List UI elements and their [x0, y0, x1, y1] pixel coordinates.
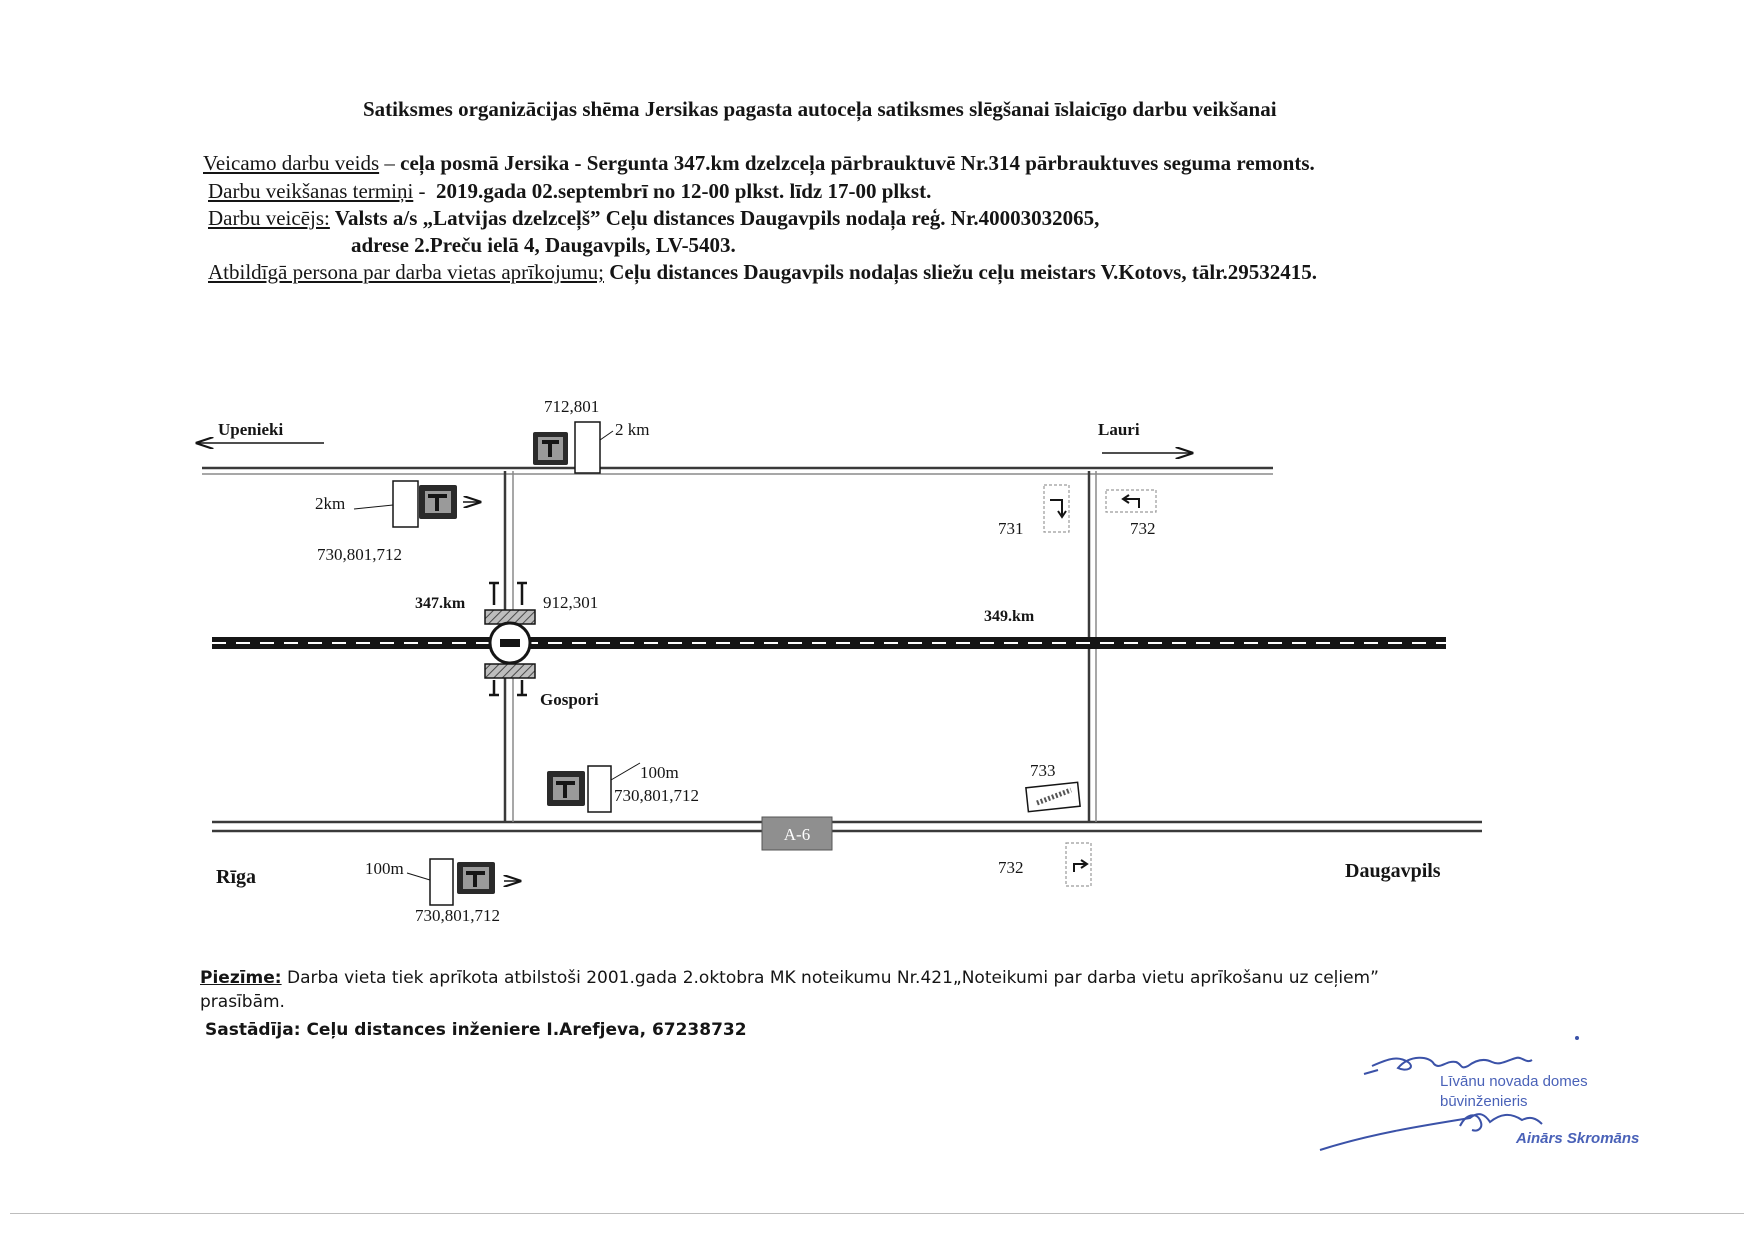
- sign-codes-south-left: 730,801,712: [415, 906, 500, 925]
- km-347: 347.km: [415, 595, 466, 612]
- stamp-name: Ainārs Skromāns: [1516, 1130, 1640, 1147]
- post-icon: [517, 680, 527, 695]
- sign-group-south-mid: [547, 763, 699, 812]
- sign-label-732-top: 732: [1130, 519, 1156, 538]
- distance-plate: [393, 481, 418, 527]
- road-number-label: A-6: [783, 825, 811, 844]
- post-icon: [517, 583, 527, 605]
- post-icon: [489, 680, 499, 695]
- sign-codes-north-left: 730,801,712: [317, 545, 402, 564]
- stamp-line-2: būvinženieris: [1440, 1093, 1528, 1110]
- sign-group-north-top: [533, 397, 649, 473]
- place-daugavpils: Daugavpils: [1345, 860, 1441, 882]
- terms-sep: -: [413, 179, 437, 203]
- signature-icon: [1310, 1030, 1670, 1190]
- terms-value: 2019.gada 02.septembrī no 12-00 plkst. līdz 17-00 plkst.: [436, 179, 932, 203]
- sign-group-south-left: [365, 859, 520, 925]
- work-type-value: ceļa posmā Jersika - Sergunta 347.km dzelzceļa pārbrauktuvē Nr.314 pārbrauktuves seguma remonts.: [400, 151, 1315, 175]
- distance-plate: [575, 422, 600, 473]
- sign-732-bottom: [998, 843, 1091, 886]
- sign-label-731: 731: [998, 519, 1024, 538]
- note-line: [200, 968, 1379, 988]
- distance-plate: [430, 859, 453, 905]
- note-label: Piezīme:: [200, 968, 282, 988]
- distance-plate: [588, 766, 611, 812]
- sign-dist-north-left: 2km: [315, 494, 346, 513]
- barrier-south: [485, 664, 535, 678]
- sign-dist-south-mid: 100m: [640, 763, 679, 782]
- work-type-sep: –: [379, 151, 401, 175]
- post-icon: [489, 583, 499, 605]
- sign-codes-south-mid: 730,801,712: [614, 786, 699, 805]
- compiled-by: Sastādīja: Ceļu distances inženiere I.Arefjeva, 67238732: [205, 1020, 747, 1040]
- road-north: [202, 468, 1273, 474]
- work-type-label: Veicamo darbu veids: [203, 151, 380, 175]
- sign-732-top: [1106, 490, 1156, 538]
- km-349: 349.km: [984, 608, 1035, 625]
- note-text: Darba vieta tiek aprīkota atbilstoši 2001.gada 2.oktobra MK noteikumu Nr.421„Noteikumi par darba vietu aprīkošanu uz ceļiem”: [281, 968, 1379, 988]
- terms-label: Darbu veikšanas termiņi: [208, 179, 414, 203]
- sign-label-733: 733: [1030, 761, 1056, 780]
- scan-edge-line: [10, 1213, 1744, 1214]
- note-line-2: prasībām.: [200, 992, 285, 1012]
- sign-dist-north-top: 2 km: [615, 420, 650, 439]
- place-lauri: Lauri: [1098, 420, 1140, 439]
- sign-731: [998, 485, 1069, 538]
- place-upenieki: Upenieki: [218, 420, 284, 439]
- page-title: Satiksmes organizācijas shēma Jersikas pagasta autoceļa satiksmes slēgšanai īslaicīgo darbu veikšanai: [363, 97, 1277, 121]
- responsible-value: Ceļu distances Daugavpils nodaļas sliežu ceļu meistars V.Kotovs, tālr.29532415.: [609, 260, 1318, 284]
- sign-733: [1026, 761, 1080, 812]
- executor-value: Valsts a/s „Latvijas dzelzceļš” Ceļu distances Daugavpils nodaļa reģ. Nr.40003032065,: [334, 206, 1100, 230]
- sign-group-north-left: [315, 481, 480, 564]
- responsible-label: Atbildīgā persona par darba vietas aprīkojumu;: [208, 260, 604, 284]
- place-riga: Rīga: [216, 866, 256, 888]
- railway-line: [212, 637, 1446, 649]
- sign-codes-crossing: 912,301: [543, 593, 599, 612]
- sign-dist-south-left: 100m: [365, 859, 404, 878]
- railway-crossing: [485, 583, 535, 695]
- executor-address: adrese 2.Preču ielā 4, Daugavpils, LV-5403.: [351, 233, 736, 257]
- sign-label-732-bottom: 732: [998, 858, 1024, 877]
- road-south-a6: [212, 822, 1482, 831]
- executor-label: Darbu veicējs:: [208, 206, 330, 230]
- stamp-line-1: Līvānu novada domes: [1440, 1073, 1588, 1090]
- place-gospori: Gospori: [540, 690, 599, 709]
- sign-codes-north-top: 712,801: [544, 397, 600, 416]
